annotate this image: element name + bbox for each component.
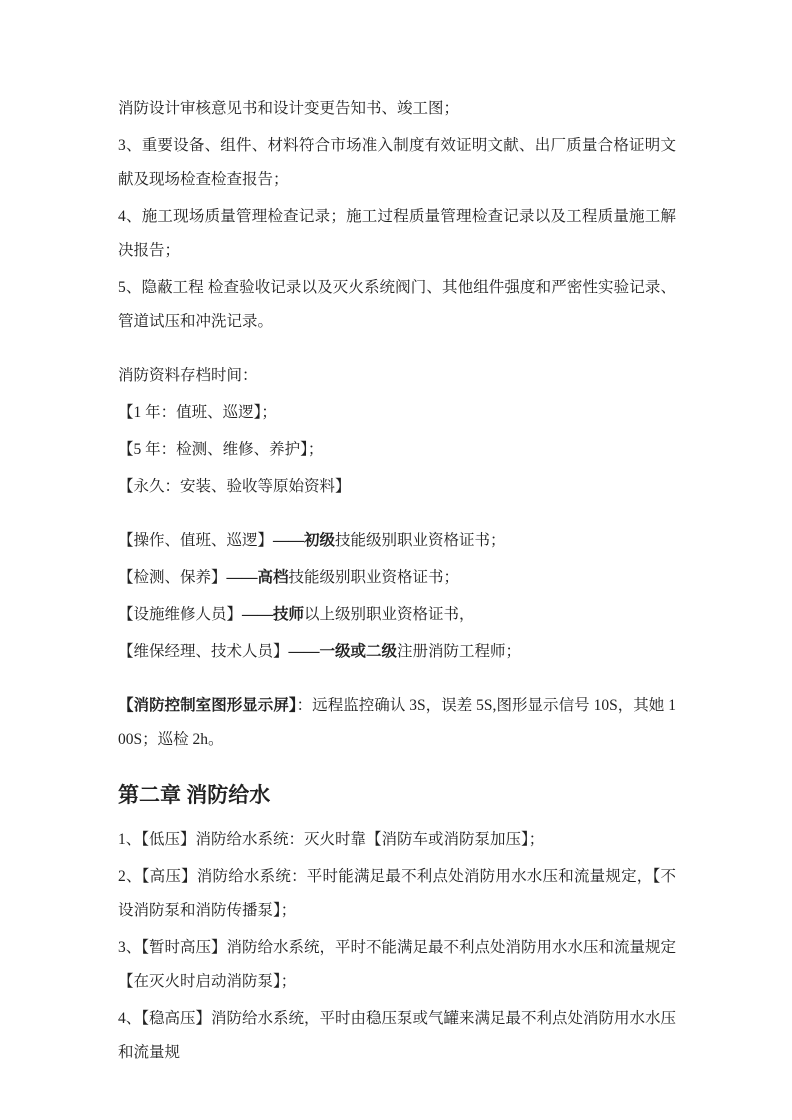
para-archive-time-title <box>118 359 676 393</box>
text-segment: 4、施工现场质量管理检查记录；施工过程质量管理检查记录以及工程质量施工解决报告； <box>118 208 676 259</box>
text-segment: 技能级别职业资格证书； <box>335 532 506 549</box>
text-segment: ：远程监控确认 3S，误差 5S,图形显示信号 10S，其她 100S；巡检 2h。 <box>118 697 676 748</box>
para-archive-permanent <box>118 470 676 504</box>
text-segment: 4、【稳高压】消防给水系统，平时由稳压泵或气罐来满足最不利点处消防用水水压和流量规 <box>118 1010 677 1061</box>
para-item5-concealed-works <box>118 271 676 339</box>
text-segment: 【永久：安装、验收等原始资料】 <box>118 478 351 495</box>
para-cert-operator <box>118 524 676 558</box>
para-design-review-docs <box>118 92 676 126</box>
text-segment: 3、【暂时高压】消防给水系统，平时不能满足最不利点处消防用水水压和流量规定【在灭火时启动消防泵】； <box>118 939 677 990</box>
text-segment: 注册消防工程师； <box>397 643 522 660</box>
bold-text-segment: ——初级 <box>273 532 336 549</box>
bold-text-segment: ——高档 <box>226 569 289 586</box>
text-segment: 【检测、保养】 <box>118 569 227 586</box>
text-segment: 消防设计审核意见书和设计变更告知书、竣工图； <box>118 100 460 117</box>
text-segment: 3、重要设备、组件、材料符合市场准入制度有效证明文献、出厂质量合格证明文献及现场检查检查报告； <box>118 137 676 188</box>
text-segment: 【操作、值班、巡逻】 <box>118 532 274 549</box>
para-ch2-item1-low-pressure <box>118 823 676 857</box>
chapter-2-heading <box>118 773 676 817</box>
para-cert-repair <box>118 598 676 632</box>
text-segment: 【设施维修人员】 <box>118 606 243 623</box>
text-segment: 以上级别职业资格证书， <box>304 606 475 623</box>
bold-text-segment: ——一级或二级 <box>288 643 398 660</box>
text-segment: 【1 年：值班、巡逻】； <box>118 404 277 421</box>
text-segment: 【5 年：检测、维修、养护】； <box>118 441 324 458</box>
para-cert-inspection <box>118 561 676 595</box>
para-ch2-item2-high-pressure <box>118 860 676 928</box>
bold-text-segment: ——技师 <box>242 606 305 623</box>
text-segment: 【维保经理、技术人员】 <box>118 643 289 660</box>
text-segment: 消防资料存档时间： <box>118 367 258 384</box>
text-segment: 5、隐蔽工程 检查验收记录以及灭火系统阀门、其他组件强度和严密性实验记录、管道试压和冲洗记录。 <box>118 279 676 330</box>
para-ch2-item4-stable-high-pressure <box>118 1002 676 1070</box>
text-segment: 2、【高压】消防给水系统：平时能满足最不利点处消防用水水压和流量规定，【不设消防泵和消防传播泵】； <box>118 868 676 919</box>
bold-text-segment: 【消防控制室图形显示屏】 <box>118 697 297 714</box>
para-item4-quality-records <box>118 200 676 268</box>
text-segment: 1、【低压】消防给水系统：灭火时靠【消防车或消防泵加压】； <box>118 831 545 848</box>
text-segment: 技能级别职业资格证书； <box>288 569 460 586</box>
para-archive-1-year <box>118 396 676 430</box>
para-control-room-display <box>118 689 676 757</box>
bold-text-segment: 第二章 消防给水 <box>118 783 271 807</box>
para-cert-manager <box>118 635 676 669</box>
para-archive-5-year <box>118 433 676 467</box>
para-item3-equipment-certificates <box>118 129 676 197</box>
para-ch2-item3-temporary-high-pressure <box>118 931 676 999</box>
